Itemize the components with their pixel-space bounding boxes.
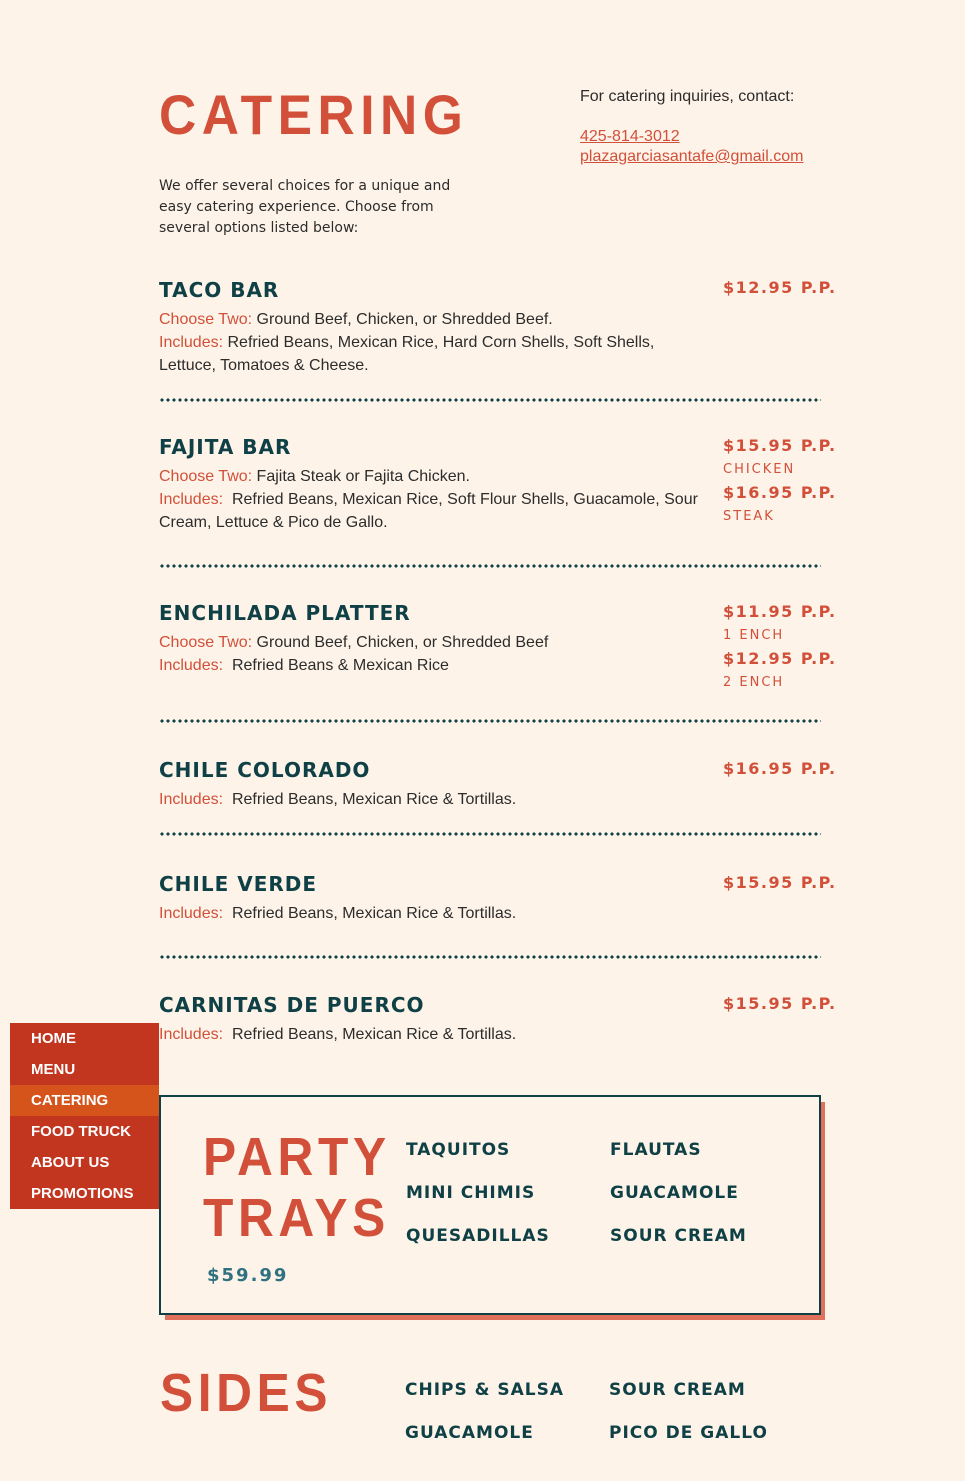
contact-text: For catering inquiries, contact: bbox=[580, 88, 795, 105]
choose-value: Fajita Steak or Fajita Chicken. bbox=[256, 468, 470, 485]
item-price: $16.95 P.P. bbox=[723, 759, 837, 778]
item-name: CHILE COLORADO bbox=[159, 758, 371, 782]
contact-block bbox=[580, 87, 840, 167]
divider bbox=[159, 955, 821, 959]
item-price: $12.95 P.P. bbox=[723, 278, 837, 297]
email-link[interactable]: plazagarciasantafe@gmail.com bbox=[580, 148, 804, 165]
includes-value: Refried Beans & Mexican Rice bbox=[231, 657, 449, 674]
includes-value: Refried Beans, Mexican Rice, Soft Flour Shells, Guacamole, Sour Cream, Lettuce & Pico de Gallo. bbox=[159, 491, 698, 531]
includes-value: Refried Beans, Mexican Rice & Tortillas. bbox=[231, 791, 517, 808]
tray-item: QUESADILLAS bbox=[406, 1226, 550, 1246]
item-includes bbox=[159, 654, 709, 677]
includes-label: Includes: bbox=[159, 657, 224, 674]
choose-label: Choose Two: bbox=[159, 634, 253, 651]
side-nav bbox=[10, 1023, 159, 1209]
item-includes bbox=[159, 331, 709, 377]
nav-item-about-us[interactable]: ABOUT US bbox=[31, 1154, 110, 1171]
party-trays-price: $59.99 bbox=[207, 1265, 289, 1286]
party-trays-title bbox=[203, 1127, 407, 1249]
item-price: $16.95 P.P. bbox=[723, 483, 837, 502]
item-includes bbox=[159, 488, 709, 534]
side-item: CHIPS & SALSA bbox=[405, 1380, 565, 1400]
nav-item-menu[interactable]: MENU bbox=[31, 1061, 76, 1078]
item-prices bbox=[723, 434, 863, 528]
item-choose bbox=[159, 631, 709, 654]
item-choose bbox=[159, 465, 709, 488]
item-name: ENCHILADA PLATTER bbox=[159, 601, 411, 625]
item-price: $12.95 P.P. bbox=[723, 649, 837, 668]
tray-item: GUACAMOLE bbox=[610, 1183, 739, 1203]
item-includes bbox=[159, 788, 709, 811]
nav-item-home[interactable]: HOME bbox=[31, 1030, 76, 1047]
item-price: $11.95 P.P. bbox=[723, 602, 837, 621]
divider bbox=[159, 832, 821, 836]
item-choose bbox=[159, 308, 709, 331]
nav-item-food-truck[interactable]: FOOD TRUCK bbox=[31, 1123, 131, 1140]
includes-label: Includes: bbox=[159, 791, 224, 808]
includes-value: Refried Beans, Mexican Rice & Tortillas. bbox=[231, 1026, 517, 1043]
item-name: TACO BAR bbox=[159, 278, 280, 302]
intro-text: We offer several choices for a unique and easy catering experience. Choose from several options listed below: bbox=[159, 178, 451, 236]
price-note: 1 ENCH bbox=[723, 628, 785, 643]
page-title: CATERING bbox=[159, 83, 469, 146]
side-item: SOUR CREAM bbox=[609, 1380, 746, 1400]
item-name: CHILE VERDE bbox=[159, 872, 318, 896]
item-price: $15.95 P.P. bbox=[723, 436, 837, 455]
divider bbox=[159, 398, 821, 402]
includes-value: Refried Beans, Mexican Rice, Hard Corn Shells, Soft Shells, Lettuce, Tomatoes & Cheese. bbox=[159, 334, 655, 374]
tray-item: MINI CHIMIS bbox=[406, 1183, 536, 1203]
tray-item: SOUR CREAM bbox=[610, 1226, 747, 1246]
party-trays-box bbox=[159, 1095, 821, 1315]
includes-value: Refried Beans, Mexican Rice & Tortillas. bbox=[231, 905, 517, 922]
choose-value: Ground Beef, Chicken, or Shredded Beef. bbox=[256, 311, 553, 328]
side-item: PICO DE GALLO bbox=[609, 1423, 768, 1443]
phone-link[interactable]: 425-814-3012 bbox=[580, 128, 680, 145]
divider bbox=[159, 564, 821, 568]
item-prices bbox=[723, 871, 863, 895]
price-note: CHICKEN bbox=[723, 462, 796, 477]
item-includes bbox=[159, 1023, 709, 1046]
price-note: 2 ENCH bbox=[723, 675, 785, 690]
tray-item: FLAUTAS bbox=[610, 1140, 702, 1160]
includes-label: Includes: bbox=[159, 1026, 224, 1043]
sides-title: SIDES bbox=[160, 1363, 333, 1423]
item-price: $15.95 P.P. bbox=[723, 994, 837, 1013]
item-prices bbox=[723, 757, 863, 781]
choose-label: Choose Two: bbox=[159, 311, 253, 328]
price-note: STEAK bbox=[723, 509, 775, 524]
tray-item: TAQUITOS bbox=[406, 1140, 511, 1160]
includes-label: Includes: bbox=[159, 905, 224, 922]
item-includes bbox=[159, 902, 709, 925]
nav-item-promotions[interactable]: PROMOTIONS bbox=[31, 1185, 134, 1202]
item-prices bbox=[723, 276, 863, 300]
item-prices bbox=[723, 600, 863, 694]
party-trays-title-line1: PARTY bbox=[203, 1127, 391, 1187]
includes-label: Includes: bbox=[159, 334, 224, 351]
includes-label: Includes: bbox=[159, 491, 224, 508]
party-trays-title-line2: TRAYS bbox=[203, 1188, 390, 1248]
item-name: FAJITA BAR bbox=[159, 435, 292, 459]
choose-value: Ground Beef, Chicken, or Shredded Beef bbox=[256, 634, 549, 651]
divider bbox=[159, 719, 821, 723]
choose-label: Choose Two: bbox=[159, 468, 253, 485]
item-price: $15.95 P.P. bbox=[723, 873, 837, 892]
item-prices bbox=[723, 992, 863, 1016]
side-item: GUACAMOLE bbox=[405, 1423, 534, 1443]
item-name: CARNITAS DE PUERCO bbox=[159, 993, 425, 1017]
nav-item-catering[interactable]: CATERING bbox=[10, 1085, 159, 1116]
